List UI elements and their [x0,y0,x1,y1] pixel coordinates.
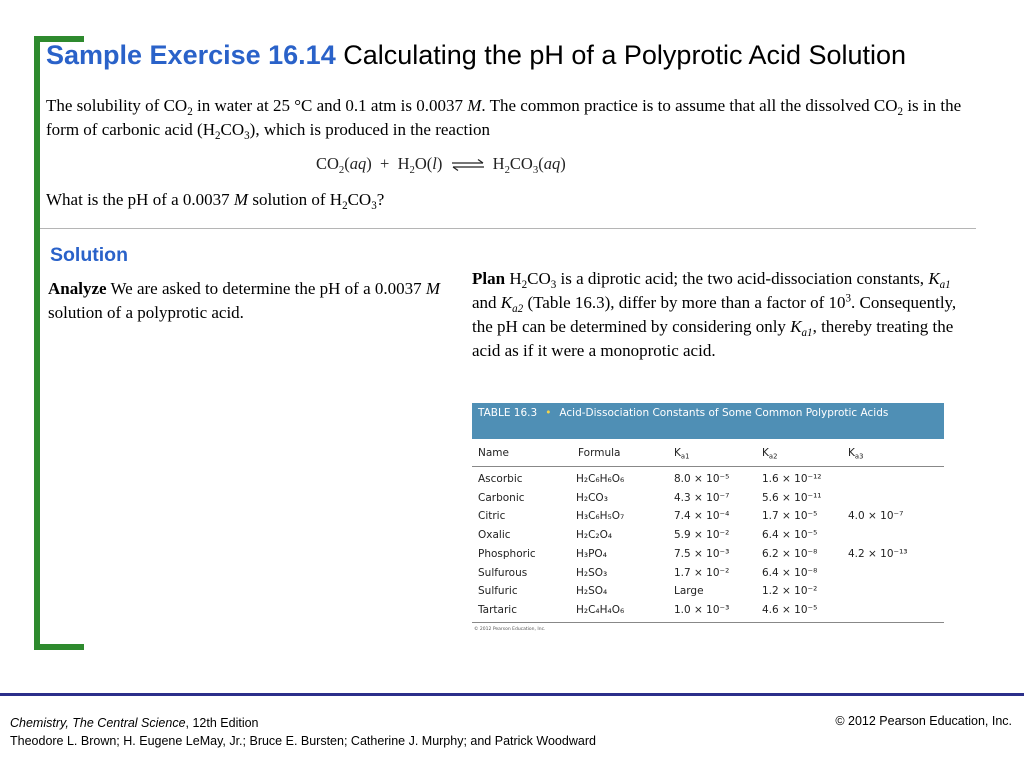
footer-citation [10,714,596,750]
footer-authors: Theodore L. Brown; H. Eugene LeMay, Jr.; Bruce E. Bursten; Catherine J. Murphy; and Patrick Woodward [10,734,596,748]
table-rule-bottom [472,622,944,623]
table-cell-formula: H₂C₄H₄O₆ [576,603,625,616]
table-row [472,585,944,603]
table-cell-ka2: 4.6 × 10⁻⁵ [762,603,818,616]
table-rule-top [472,466,944,467]
table-cell-ka2: 6.4 × 10⁻⁵ [762,529,818,542]
table-row [472,604,944,622]
plan-paragraph: Plan $H_2CO_3$ is a diprotic acid; the two acid-dissociation constants, $K_{a1}$ and $K_{a2}$ (Table 16.3), differ by more than a factor of $10^3$. Consequently, the pH can be determined by considering only $K_{a1}$, thereby treating the acid as if it were a monoprotic acid. [472,269,957,360]
bullet-icon: • [545,407,552,419]
table-row [472,567,944,585]
title-text: Calculating the pH of a Polyprotic Acid Solution [343,40,907,70]
solution-heading: Solution [50,244,128,266]
column-header-formula: Formula [578,447,621,459]
table-cell-ka2: 6.2 × 10⁻⁸ [762,547,818,560]
table-caption: Acid-Dissociation Constants of Some Common Polyprotic Acids [559,407,889,419]
column-header-name: Name [478,447,509,459]
footer-edition: , 12th Edition [185,716,259,730]
equilibrium-arrow-icon [451,159,485,171]
table-cell-ka1: 5.9 × 10⁻² [674,529,730,542]
column-header-ka2: $K_{a2}$ [762,447,778,461]
table-credit: © 2012 Pearson Education, Inc. [474,627,546,632]
table-cell-ka1: 7.4 × 10⁻⁴ [674,510,730,523]
table-cell-ka2: 1.2 × 10⁻² [762,585,818,598]
slide-title [46,40,906,71]
table-cell-ka1: Large [674,585,704,598]
column-header-ka3: $K_{a3}$ [848,447,864,461]
title-exercise-number: Sample Exercise 16.14 [46,40,336,70]
table-cell-ka1: 8.0 × 10⁻⁵ [674,473,730,485]
question-text: What is the pH of a 0.0037 M solution of $H_2CO_3$? [46,190,385,212]
table-row [472,548,944,566]
table-cell-ka1: 1.7 × 10⁻² [674,566,730,579]
table-row [472,529,944,547]
table-cell-formula: H₃C₆H₅O₇ [576,510,625,523]
table-cell-ka1: 1.0 × 10⁻³ [674,603,730,616]
table-label: TABLE 16.3 [478,407,538,419]
table-cell-name: Sulfurous [478,566,528,579]
column-header-ka1: $K_{a1}$ [674,447,690,461]
footer-copyright: © 2012 Pearson Education, Inc. [835,714,1012,728]
footer-rule [0,693,1024,696]
table-cell-ka2: 1.6 × 10⁻¹² [762,473,822,485]
bracket-bottom [34,644,84,650]
table-header-bar [472,403,944,439]
table-cell-ka2: 5.6 × 10⁻¹¹ [762,491,822,504]
bracket-left [34,36,40,650]
table-row [472,473,944,491]
table-cell-formula: H₂C₆H₆O₆ [576,473,625,485]
table-cell-name: Ascorbic [478,473,523,485]
acid-dissociation-table [472,403,944,635]
table-cell-ka1: 4.3 × 10⁻⁷ [674,491,730,504]
table-cell-name: Citric [478,510,506,523]
table-row [472,492,944,510]
table-cell-formula: H₂C₂O₄ [576,529,613,542]
table-cell-name: Tartaric [478,603,517,616]
table-cell-name: Phosphoric [478,547,536,560]
table-cell-ka2: 6.4 × 10⁻⁸ [762,566,818,579]
analyze-paragraph: Analyze We are asked to determine the pH of a 0.0037 M solution of a polyprotic acid. [48,279,441,322]
reaction-equation: $CO_2(aq) + H_2O(l)$ $H_2CO_3(aq)$ [316,154,566,176]
table-cell-ka2: 1.7 × 10⁻⁵ [762,510,818,523]
section-divider [40,228,976,229]
table-cell-ka1: 7.5 × 10⁻³ [674,547,730,560]
table-cell-formula: H₂SO₃ [576,566,608,579]
table-cell-name: Carbonic [478,491,525,504]
table-cell-formula: H₂SO₄ [576,585,608,598]
table-cell-ka3: 4.0 × 10⁻⁷ [848,510,904,523]
table-cell-name: Oxalic [478,529,511,542]
table-cell-name: Sulfuric [478,585,518,598]
table-row [472,510,944,528]
footer-book-title: Chemistry, The Central Science [10,716,186,730]
table-cell-formula: H₂CO₃ [576,491,608,504]
table-cell-formula: H₃PO₄ [576,547,607,560]
table-cell-ka3: 4.2 × 10⁻¹³ [848,547,908,560]
intro-paragraph: The solubility of $CO_2$ in water at 25 °C and 0.1 atm is 0.0037 M. The common practice is to assume that all the dissolved $CO_2$ is in the form of carbonic acid $(H_2CO_3)$, which is produced in the reaction [46,96,962,142]
